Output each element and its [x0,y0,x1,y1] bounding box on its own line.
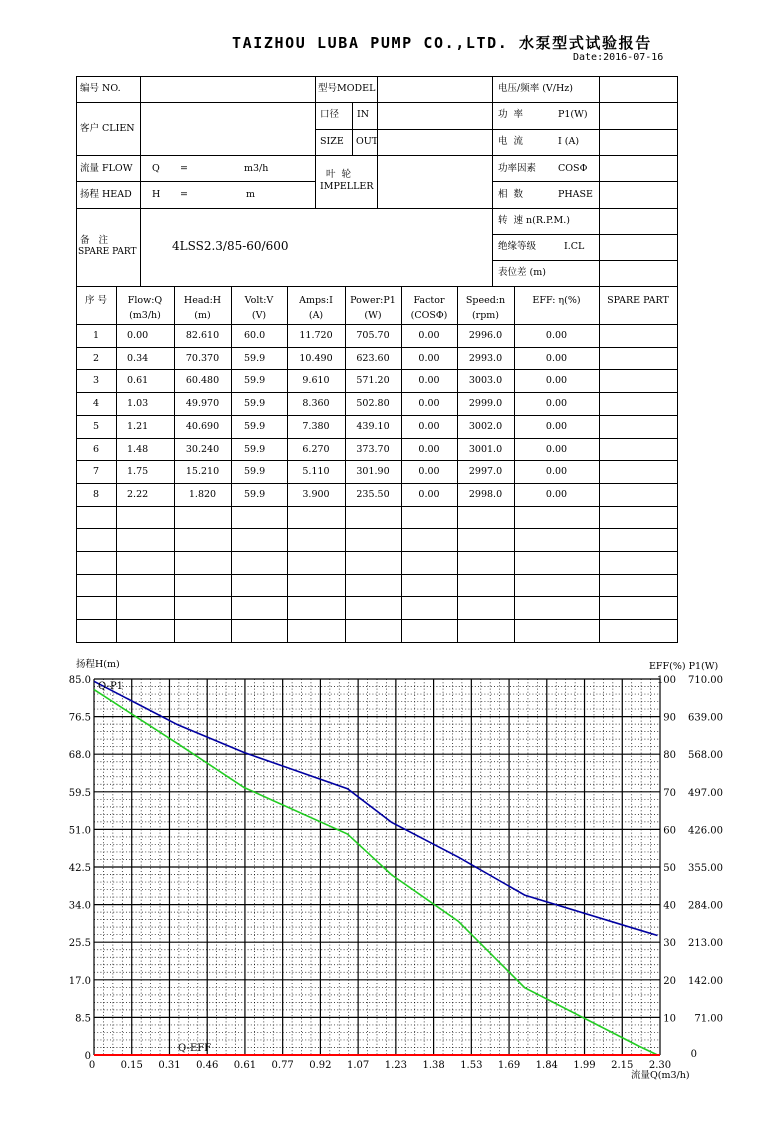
power-unit: P1(W) [558,109,588,120]
flow-unit: m3/h [244,163,269,174]
out-label: OUT [356,136,379,147]
y-tick-label-eff: 10 [663,1013,676,1025]
table-cell: 8 [92,488,100,500]
table-cell: 2993.0 [468,352,503,364]
column-header: EFF: η(%) [532,295,581,306]
y-tick-label-eff: 100 [656,675,676,686]
x-tick-label: 2.15 [611,1060,634,1071]
spare-label: 备 注 [80,235,109,246]
column-header: SPARE PART [607,295,669,306]
column-header: Head:H [183,295,222,306]
y-tick-label-power: 497.00 [688,787,723,799]
table-cell: 70.370 [185,352,220,364]
table-cell: 1.03 [127,398,149,410]
series-label-qp1: Q-P1 [98,681,124,692]
y-tick-label-power: 284.00 [688,900,723,912]
y-tick-label-left: 68.0 [68,750,91,762]
table-cell: 0.00 [418,375,440,387]
table-cell: 3 [92,375,100,387]
table-cell: 8.360 [302,398,330,410]
table-cell: 0.00 [545,398,568,410]
current-label: 电 流 [498,136,524,147]
x-tick-label: 0.31 [158,1060,181,1071]
table-cell: 6.270 [302,443,330,455]
table-cell: 1.21 [127,420,149,432]
y-tick-label-eff: 90 [663,712,676,724]
table-cell: 0.61 [127,375,149,387]
chart-ylabel-right: EFF(%) P1(W) [649,661,719,672]
table-cell: 0.00 [545,466,568,478]
y-tick-label-left: 85.0 [68,675,91,686]
x-tick-label: 1.69 [497,1060,521,1071]
column-header: (W) [364,310,382,321]
pf-unit: COSΦ [558,163,588,174]
table-cell: 235.50 [356,488,390,500]
table-cell: 2999.0 [468,398,503,410]
impeller-label: 叶 轮 [326,169,352,180]
y-tick-label-power: 142.00 [688,975,723,987]
pf-label: 功率因素 [498,163,537,174]
y-tick-label-power: 568.00 [688,750,723,762]
y-tick-label-power: 355.00 [688,863,723,874]
column-header: Factor [413,295,445,306]
y-tick-label-left: 25.5 [68,938,91,950]
x-tick-label: 1.53 [460,1060,483,1071]
table-cell: 502.80 [356,398,390,410]
y-tick-label-eff: 40 [663,900,676,912]
table-cell: 15.210 [185,466,220,478]
table-cell: 0.00 [418,420,440,432]
table-cell: 1.48 [127,443,149,455]
column-header: (rpm) [471,310,500,321]
table-cell: 0.00 [545,330,568,341]
flow-eq: = [180,163,188,174]
table-cell: 6 [92,443,100,455]
y-tick-label-left: 34.0 [68,900,91,912]
table-cell: 4 [92,398,100,410]
y-tick-label-left: 8.5 [75,1013,91,1025]
y-tick-label-eff: 60 [663,825,676,837]
table-cell: 0.00 [418,398,440,410]
y-tick-label-power: 426.00 [688,825,723,837]
column-header: 序 号 [84,295,108,306]
x-tick-label: 0.92 [309,1060,332,1071]
table-cell: 30.240 [185,443,220,455]
table-cell: 7.380 [302,420,330,432]
y-tick-label-power: 639.00 [688,712,723,724]
table-cell: 2996.0 [468,330,503,341]
table-cell: 0.34 [127,352,149,364]
table-cell: 0.00 [545,375,568,387]
x-tick-label: 2.30 [648,1060,672,1071]
y-tick-label-eff: 50 [663,863,676,874]
table-cell: 2 [92,352,100,364]
table-cell: 1.820 [188,488,217,500]
column-header: Power:P1 [350,295,396,306]
series-label-qeff: Q-EFF [178,1043,212,1054]
model-label: 型号MODEL [318,83,376,94]
client-label: 客户 CLIEN [80,123,135,134]
speed-label: 转 速 n(R.P.M.) [498,215,570,226]
y-tick-label-eff: 20 [663,975,676,987]
table-cell: 0.00 [418,330,440,341]
table-cell: 3002.0 [468,420,503,432]
table-cell: 60.480 [185,375,220,387]
phase-label: 相 数 [498,189,524,200]
y-tick-label-left: 42.5 [68,863,91,874]
x-tick-label: 1.07 [347,1060,370,1071]
table-cell: 82.610 [185,330,220,341]
head-label: 扬程 HEAD [80,189,132,200]
y-tick-label-eff: 70 [663,787,676,799]
table-cell: 59.9 [244,420,266,432]
spare-value: 4LSS2.3/85-60/600 [172,239,289,253]
table-cell: 2.22 [127,488,149,500]
y-tick-label-power: 71.00 [694,1013,723,1025]
table-cell: 705.70 [356,330,390,341]
head-unit: m [246,189,256,200]
no-label: 编号 NO. [80,83,121,94]
column-header: (m) [194,310,211,321]
y-tick-label-left: 0 [84,1051,91,1062]
column-header: Amps:I [299,295,333,306]
x-tick-label: 0.61 [233,1060,257,1071]
y-tick-label-power: 710.00 [688,675,723,686]
table-cell: 5.110 [302,466,330,478]
y-tick-label-left: 59.5 [68,787,91,799]
table-cell: 439.10 [356,420,390,432]
x-tick-label: 0.77 [271,1060,294,1071]
y-tick-label-power: 213.00 [688,938,723,950]
table-cell: 0.00 [545,352,568,364]
y-tick-label-power: 0 [690,1049,697,1060]
table-cell: 59.9 [244,466,266,478]
table-cell: 0.00 [545,443,568,455]
table-cell: 571.20 [356,375,390,387]
x-tick-label: 1.38 [422,1060,445,1071]
table-cell: 7 [92,466,100,478]
table-cell: 301.90 [356,466,390,478]
phase-unit: PHASE [558,189,593,200]
spare-label-en: SPARE PART [78,247,137,257]
column-header: (COSΦ) [410,310,448,321]
flow-label: 流量 FLOW [80,163,133,174]
table-cell: 59.9 [244,375,266,387]
current-unit: I (A) [558,136,580,147]
x-tick-label: 0 [88,1060,96,1071]
table-cell: 49.970 [185,398,220,410]
table-cell: 2997.0 [468,466,503,478]
column-header: (A) [308,310,324,321]
y-tick-label-eff: 30 [663,938,676,950]
table-cell: 0.00 [418,466,440,478]
table-cell: 5 [92,420,100,432]
column-header: Volt:V [244,295,274,306]
table-cell: 59.9 [244,398,266,410]
report-date: Date:2016-07-16 [573,52,664,63]
table-cell: 623.60 [356,352,390,364]
table-cell: 40.690 [185,420,220,432]
diameter-label: 口径 [320,109,340,120]
head-eq: = [180,189,188,200]
table-cell: 59.9 [244,488,266,500]
gauge-label: 表位差 (m) [498,267,546,278]
in-label: IN [357,109,370,120]
head-h: H [152,189,161,200]
table-cell: 3003.0 [468,375,503,387]
power-label: 功 率 [498,109,524,120]
column-header: Flow:Q [127,295,163,306]
table-cell: 373.70 [356,443,390,455]
size-label: SIZE [320,136,344,147]
impeller-label-en: IMPELLER [320,181,374,192]
chart-xlabel: 流量Q(m3/h) [631,1070,690,1081]
table-cell: 9.610 [302,375,330,387]
table-cell: 1.75 [127,466,149,478]
column-header: (m3/h) [129,310,161,321]
table-cell: 10.490 [299,352,333,364]
y-tick-label-eff: 80 [663,750,676,762]
table-cell: 59.9 [244,352,266,364]
table-cell: 0.00 [418,352,440,364]
table-cell: 1 [92,330,100,341]
x-tick-label: 1.23 [384,1060,407,1071]
table-cell: 0.00 [127,330,149,341]
table-cell: 11.720 [299,330,333,341]
x-tick-label: 0.15 [120,1060,143,1071]
x-tick-label: 0.46 [196,1060,219,1071]
table-cell: 60.0 [244,330,266,341]
x-tick-label: 1.99 [573,1060,596,1071]
table-cell: 0.00 [545,420,568,432]
y-tick-label-left: 51.0 [68,825,91,837]
table-cell: 0.00 [545,488,568,500]
table-cell: 3.900 [302,488,330,500]
column-header: (V) [251,310,267,321]
report-title: TAIZHOU LUBA PUMP CO.,LTD. 水泵型式试验报告 [232,34,652,52]
insulation-unit: I.CL [564,241,585,252]
series-line-1 [94,690,658,1055]
table-cell: 0.00 [418,443,440,455]
voltage-label: 电压/频率 (V/Hz) [498,83,573,94]
insulation-label: 绝缘等级 [498,241,537,252]
chart-ylabel-left: 扬程H(m) [76,659,120,670]
column-header: Speed:n [465,295,506,306]
flow-q: Q [152,163,160,174]
y-tick-label-left: 76.5 [68,712,91,724]
x-tick-label: 1.84 [535,1060,558,1071]
table-cell: 3001.0 [468,443,503,455]
table-cell: 0.00 [418,488,440,500]
y-tick-label-left: 17.0 [68,975,91,987]
table-cell: 2998.0 [468,488,503,500]
table-cell: 59.9 [244,443,266,455]
